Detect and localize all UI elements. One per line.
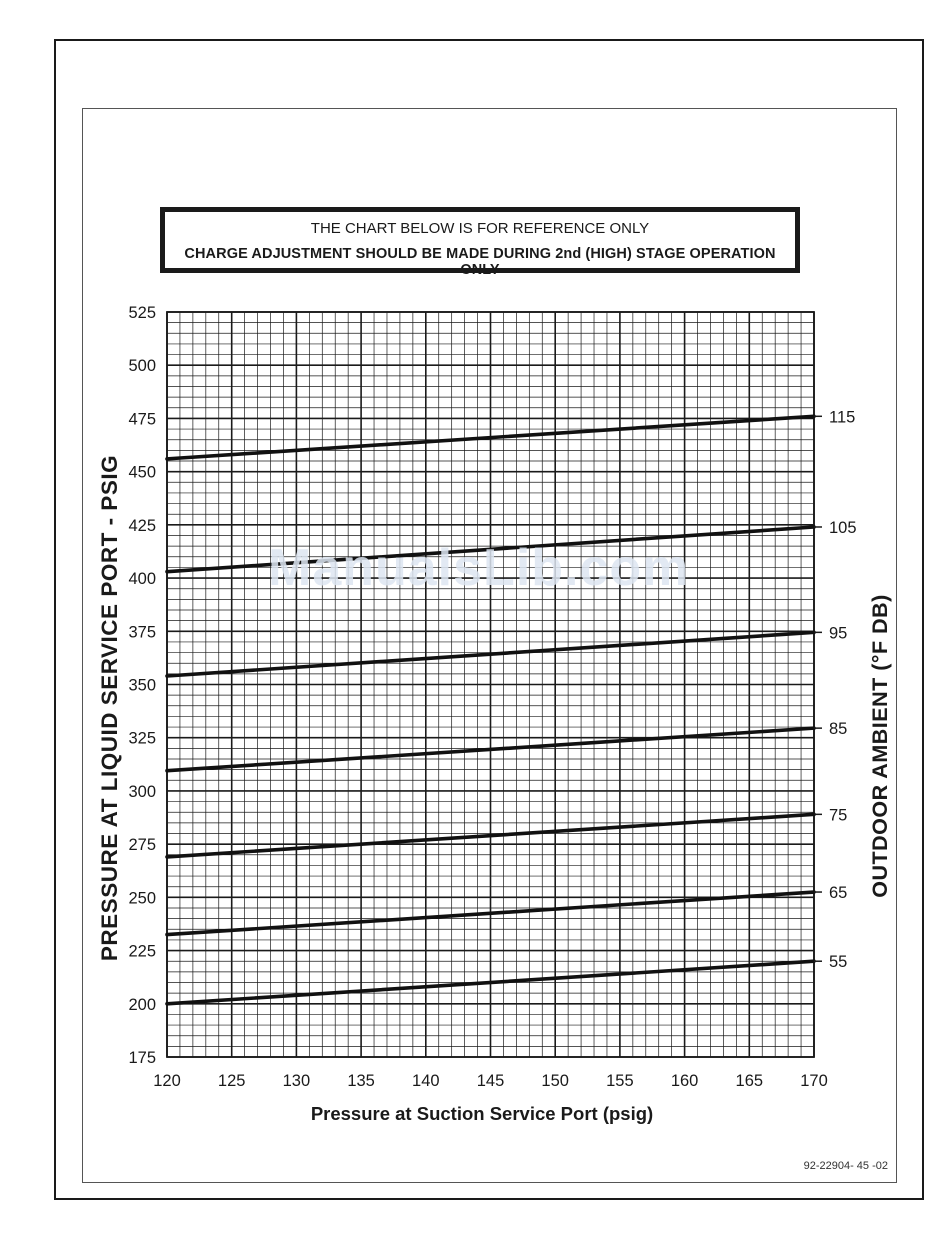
x-tick-label: 165 [735,1072,764,1090]
y-tick-label: 475 [128,410,156,429]
y-tick-label: 500 [128,357,156,376]
ambient-label-115: 115 [829,408,856,427]
ambient-label-75: 75 [829,806,848,825]
ambient-label-105: 105 [829,518,857,537]
y-tick-labels [128,304,156,1067]
y-tick-label: 425 [128,516,156,535]
y-tick-label: 525 [128,304,156,322]
x-tick-label: 160 [670,1072,699,1090]
y-tick-label: 350 [128,676,156,695]
y2-axis-label: OUTDOOR AMBIENT (°F DB) [868,594,892,898]
x-tick-label: 125 [217,1072,246,1090]
x-axis-label: Pressure at Suction Service Port (psig) [310,1103,654,1124]
document-code: 92-22904- 45 -02 [803,1160,888,1172]
x-tick-label: 145 [476,1072,505,1090]
ambient-label-65: 65 [829,884,848,903]
y-tick-label: 200 [128,995,156,1014]
notice-line-1: THE CHART BELOW IS FOR REFERENCE ONLY [310,220,650,237]
y-tick-label: 250 [128,889,156,908]
watermark: ManualsLib.com [268,539,690,597]
ambient-labels [814,408,857,971]
y-tick-label: 375 [128,623,156,642]
y-tick-label: 300 [128,782,156,801]
y-tick-label: 175 [128,1049,156,1067]
ambient-label-55: 55 [829,953,848,972]
y-tick-label: 325 [128,729,156,748]
ambient-label-85: 85 [829,720,848,739]
x-tick-label: 135 [347,1072,375,1090]
x-tick-label: 170 [800,1072,828,1090]
x-tick-label: 155 [606,1072,634,1090]
ambient-label-95: 95 [829,624,848,643]
x-tick-label: 130 [282,1072,311,1090]
notice-line-2: CHARGE ADJUSTMENT SHOULD BE MADE DURING 2nd (HIGH) STAGE OPERATION ONLY [184,246,776,278]
x-tick-label: 140 [412,1072,440,1090]
y-tick-label: 450 [128,463,156,482]
y-tick-label: 275 [128,836,156,855]
y-tick-label: 400 [128,570,156,589]
x-tick-labels [153,1072,828,1090]
y-axis-label: PRESSURE AT LIQUID SERVICE PORT - PSIG [97,454,122,962]
x-tick-label: 150 [541,1072,569,1090]
y-tick-label: 225 [128,942,156,961]
x-tick-label: 120 [153,1072,181,1090]
